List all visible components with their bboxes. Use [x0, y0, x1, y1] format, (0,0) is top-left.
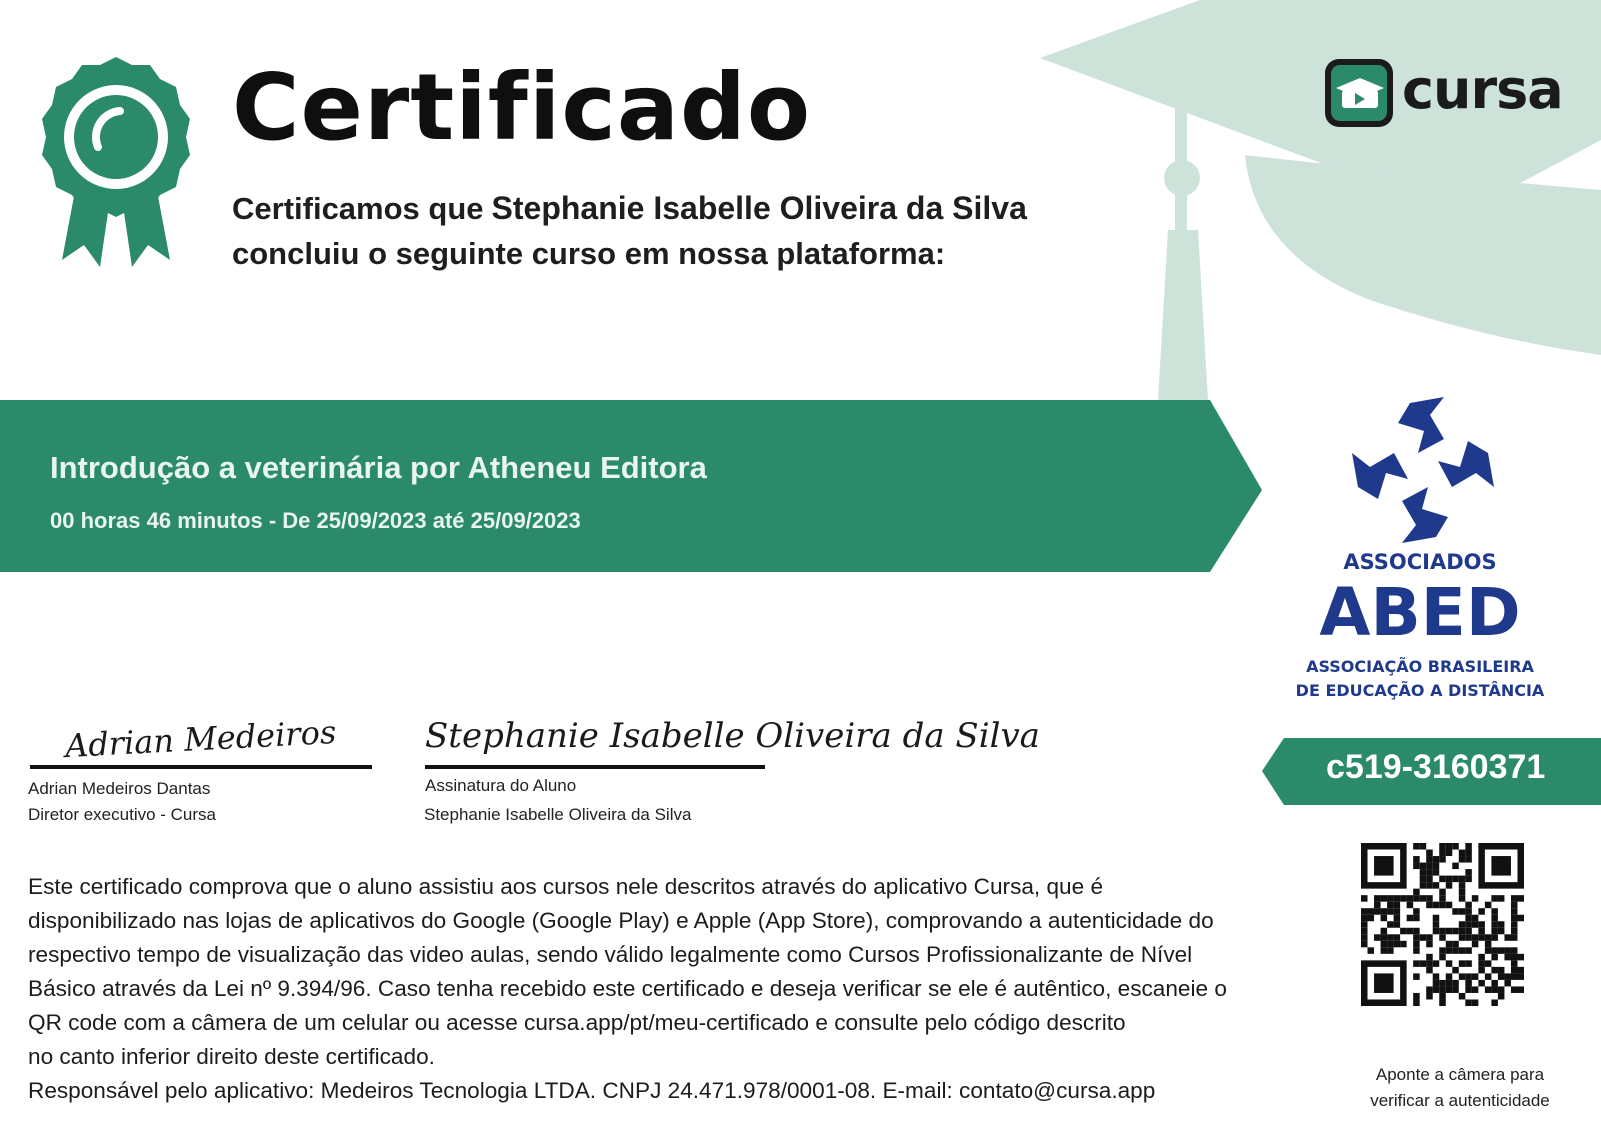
certificate-intro-line-2: concluiu o seguinte curso em nossa plataforma:: [232, 236, 946, 271]
body-line: Básico através da Lei nº 9.394/96. Caso tenha recebido este certificado e deseja verificar se ele é autêntico, escaneie o: [28, 976, 1227, 1001]
qr-caption: [1345, 1062, 1575, 1114]
qr-code[interactable]: [1361, 843, 1524, 1006]
student-signature-line: [425, 765, 765, 769]
certificate-body-text: [28, 870, 1318, 1108]
verification-code: c519-3160371: [1326, 748, 1546, 786]
body-line: respectivo tempo de visualização das video aulas, sendo válido legalmente como Cursos Profissionalizante de Nível: [28, 942, 1193, 967]
director-signature: Adrian Medeiros: [64, 712, 338, 766]
director-role: Diretor executivo - Cursa: [28, 805, 217, 824]
course-duration-dates: 00 horas 46 minutos - De 25/09/2023 até 25/09/2023: [50, 508, 581, 533]
award-medal-icon: [40, 55, 192, 275]
intro-prefix: Certificamos que: [232, 191, 484, 226]
student-signature: Stephanie Isabelle Oliveira da Silva: [425, 716, 1040, 756]
body-line: no canto inferior direito deste certificado.: [28, 1044, 435, 1069]
director-signature-line: [30, 765, 372, 769]
qr-caption-line: Aponte a câmera para: [1375, 1065, 1545, 1084]
abed-name: ABED: [1319, 574, 1521, 651]
body-line: Este certificado comprova que o aluno assistiu aos cursos nele descritos através do aplicativo Cursa, que é: [28, 874, 1104, 899]
course-name: Introdução a veterinária por Atheneu Editora: [50, 450, 707, 485]
cursa-logo: [1322, 56, 1563, 132]
abed-associados: ASSOCIADOS: [1343, 550, 1497, 574]
abed-fullname-line1: ASSOCIAÇÃO BRASILEIRA: [1306, 657, 1534, 676]
body-line: QR code com a câmera de um celular ou acesse cursa.app/pt/meu-certificado e consulte pelo código descrito: [28, 1010, 1126, 1035]
body-line: Responsável pelo aplicativo: Medeiros Tecnologia LTDA. CNPJ 24.471.978/0001-08. E-mail: contato@cursa.app: [28, 1078, 1156, 1103]
abed-fullname-line2: DE EDUCAÇÃO A DISTÂNCIA: [1295, 681, 1545, 700]
abed-emblem-icon: [1348, 395, 1498, 545]
director-name: Adrian Medeiros Dantas: [28, 779, 211, 798]
body-line: disponibilizado nas lojas de aplicativos do Google (Google Play) e Apple (App Store), comprovando a autenticidade do: [28, 908, 1214, 933]
course-banner: [0, 400, 1288, 585]
student-signature-label: Assinatura do Aluno: [425, 776, 577, 795]
student-name: Stephanie Isabelle Oliveira da Silva: [491, 190, 1027, 226]
certificate-intro-line: [232, 190, 1027, 227]
cursa-play-icon: [1322, 56, 1398, 132]
student-signed-name: Stephanie Isabelle Oliveira da Silva: [424, 805, 692, 824]
cursa-logo-text: cursa: [1402, 58, 1563, 121]
qr-caption-line: verificar a autenticidade: [1370, 1091, 1550, 1110]
certificate-title: Certificado: [232, 54, 812, 161]
abed-logo: [1270, 395, 1570, 715]
